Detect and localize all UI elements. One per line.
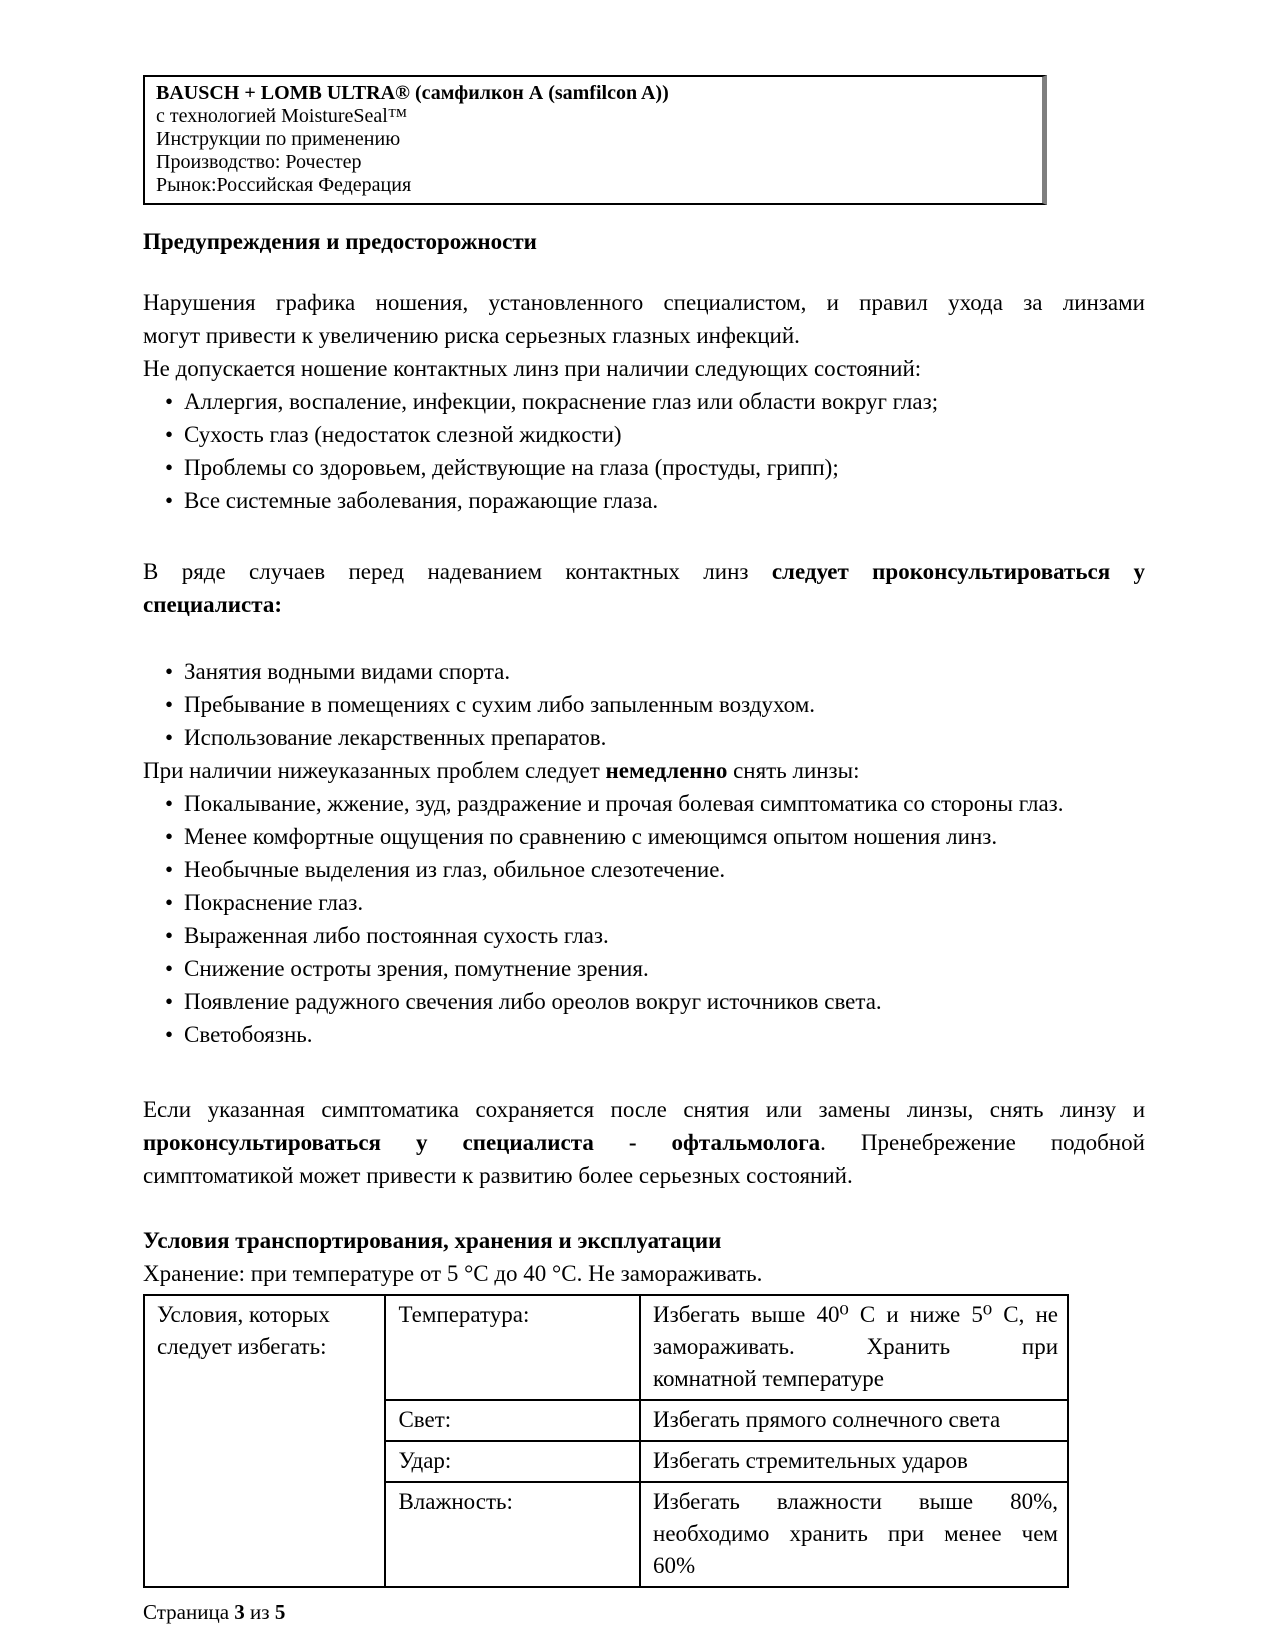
paragraph-line: могут привести к увеличению риска серьезных глазных инфекций. <box>143 323 800 348</box>
consult-ophthalmologist-bold-text: проконсультироваться у специалиста - офтальмолога <box>143 1130 821 1155</box>
list-item <box>165 484 1145 517</box>
table-cell-value-humidity <box>640 1482 1068 1587</box>
list-item-text: Сухость глаз (недостаток слезной жидкости) <box>184 422 622 447</box>
list-item-text: Менее комфортные ощущения по сравнению с имеющимся опытом ношения линз. <box>184 824 998 849</box>
product-header-box <box>143 75 1047 205</box>
remove-post-text: снять линзы: <box>733 758 860 783</box>
bullet-icon: • <box>165 488 174 513</box>
warnings-heading: Предупреждения и предосторожности <box>143 229 537 254</box>
footer-page-number: 3 <box>234 1600 245 1624</box>
list-item-text: Покалывание, жжение, зуд, раздражение и прочая болевая симптоматика со стороны глаз. <box>184 791 1064 816</box>
bullet-icon: • <box>165 659 174 684</box>
consult-bold-text: специалиста: <box>143 592 282 617</box>
list-item <box>165 721 1145 754</box>
list-item-text: Необычные выделения из глаз, обильное слезотечение. <box>184 857 726 882</box>
paragraph-line <box>143 588 1145 621</box>
list-item-text: Выраженная либо постоянная сухость глаз. <box>184 923 609 948</box>
bullet-icon: • <box>165 923 174 948</box>
table-row <box>144 1295 1068 1400</box>
consult-pre-text: В ряде случаев перед надеванием контактных линз <box>143 559 749 584</box>
list-item <box>165 886 1145 919</box>
list-item <box>165 985 1145 1018</box>
bullet-icon: • <box>165 422 174 447</box>
cell-line: Избегать выше 40⁰ С и ниже 5⁰ С, не <box>653 1302 1058 1327</box>
table-cell-value-impact: Избегать стремительных ударов <box>640 1441 1068 1482</box>
remove-immediately-line <box>143 754 1145 787</box>
list-item <box>165 418 1145 451</box>
list-item-text: Аллергия, воспаление, инфекции, покраснение глаз или области вокруг глаз; <box>184 389 939 414</box>
paragraph-line: Нарушения графика ношения, установленного специалистом, и правил ухода за линзами <box>143 290 1145 315</box>
paragraph-line <box>143 555 1145 588</box>
list-item <box>165 787 1145 820</box>
list-item-text: Светобоязнь. <box>184 1022 313 1047</box>
list-item-text: Все системные заболевания, поражающие глаза. <box>184 488 659 513</box>
remove-pre-text: При наличии нижеуказанных проблем следует <box>143 758 600 783</box>
product-technology-line: с технологией MoistureSeal™ <box>156 105 408 127</box>
bullet-icon: • <box>165 956 174 981</box>
storage-temperature-line: Хранение: при температуре от 5 °С до 40 °С. Не замораживать. <box>143 1261 763 1286</box>
footer-total-pages: 5 <box>274 1600 286 1624</box>
bullet-icon: • <box>165 389 174 414</box>
list-item <box>165 1018 1145 1051</box>
footer-prefix: Страница <box>143 1600 230 1624</box>
bullet-icon: • <box>165 455 174 480</box>
symptoms-list <box>143 787 1145 1051</box>
bullet-icon: • <box>165 890 174 915</box>
bullet-icon: • <box>165 857 174 882</box>
page-footer <box>143 1596 1145 1629</box>
paragraph-line: Если указанная симптоматика сохраняется после снятия или замены линзы, снять линзу и <box>143 1097 1145 1122</box>
list-item <box>165 919 1145 952</box>
product-title: BAUSCH + LOMB ULTRA® (самфилкон А (samfilcon A)) <box>156 82 669 104</box>
table-cell-row-header: Условия, которых следует избегать: <box>144 1295 385 1587</box>
paragraph-line <box>143 1126 1145 1159</box>
bullet-icon: • <box>165 824 174 849</box>
storage-heading: Условия транспортирования, хранения и эксплуатации <box>143 1228 722 1253</box>
list-item <box>165 451 1145 484</box>
table-cell-label-humidity: Влажность: <box>385 1482 640 1587</box>
cell-line: замораживать. Хранить при <box>653 1334 1058 1359</box>
paragraph-text: . Пренебрежение подобной <box>820 1130 1145 1155</box>
product-instructions-line: Инструкции по применению <box>156 128 401 150</box>
conditions-list <box>143 385 1145 517</box>
table-cell-value-light: Избегать прямого солнечного света <box>640 1400 1068 1441</box>
bullet-icon: • <box>165 1022 174 1047</box>
list-item <box>165 853 1145 886</box>
bullet-icon: • <box>165 989 174 1014</box>
list-item <box>165 688 1145 721</box>
consult-specialist-paragraph <box>143 555 1145 621</box>
table-cell-label-light: Свет: <box>385 1400 640 1441</box>
product-manufacture-line: Производство: Рочестер <box>156 151 362 173</box>
list-item-text: Занятия водными видами спорта. <box>184 659 511 684</box>
consult-situations-list <box>143 655 1145 754</box>
bullet-icon: • <box>165 725 174 750</box>
list-item-text: Использование лекарственных препаратов. <box>184 725 607 750</box>
table-cell-value-temperature <box>640 1295 1068 1400</box>
list-item-text: Появление радужного свечения либо ореолов вокруг источников света. <box>184 989 882 1014</box>
cell-line: Избегать влажности выше 80%, <box>653 1489 1058 1514</box>
footer-of-word: из <box>250 1600 270 1624</box>
product-market-line: Рынок:Российская Федерация <box>156 174 412 196</box>
persistent-symptoms-paragraph <box>143 1093 1145 1192</box>
cell-line: 60% <box>653 1553 696 1578</box>
list-item-text: Снижение остроты зрения, помутнение зрения. <box>184 956 649 981</box>
consult-bold-text: следует проконсультироваться у <box>771 559 1145 584</box>
bullet-icon: • <box>165 791 174 816</box>
table-cell-label-impact: Удар: <box>385 1441 640 1482</box>
storage-conditions-table <box>143 1294 1069 1588</box>
cell-line: комнатной температуре <box>653 1366 884 1391</box>
table-cell-label-temperature: Температура: <box>385 1295 640 1400</box>
list-item-text: Пребывание в помещениях с сухим либо запыленным воздухом. <box>184 692 816 717</box>
list-item <box>165 385 1145 418</box>
cell-line: необходимо хранить при менее чем <box>653 1521 1058 1546</box>
list-item <box>165 952 1145 985</box>
list-item-text: Проблемы со здоровьем, действующие на глаза (простуды, грипп); <box>184 455 839 480</box>
list-item-text: Покраснение глаз. <box>184 890 364 915</box>
paragraph-line: симптоматикой может привести к развитию более серьезных состояний. <box>143 1163 853 1188</box>
remove-bold-text: немедленно <box>605 758 728 783</box>
bullet-icon: • <box>165 692 174 717</box>
schedule-violation-paragraph <box>143 286 1145 352</box>
list-item <box>165 655 1145 688</box>
not-allowed-line: Не допускается ношение контактных линз при наличии следующих состояний: <box>143 356 922 381</box>
list-item <box>165 820 1145 853</box>
